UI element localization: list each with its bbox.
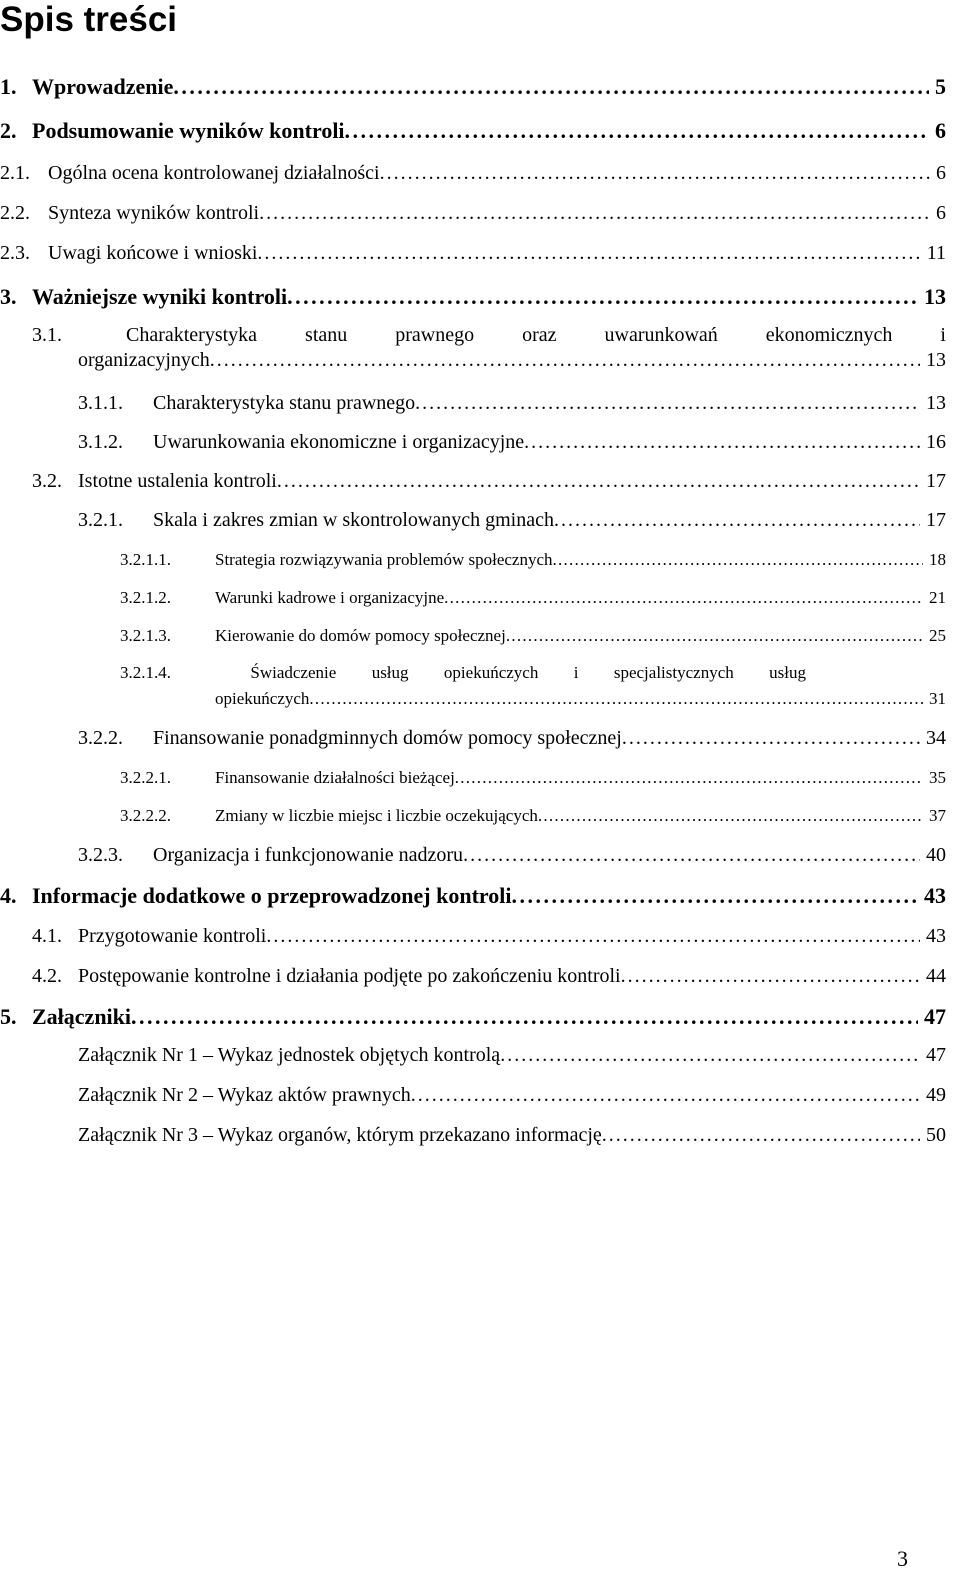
toc-entry[interactable] <box>120 588 946 608</box>
page-number: 3 <box>897 1546 908 1571</box>
toc-page-number: 31 <box>929 689 946 708</box>
dot-leader <box>380 162 930 185</box>
toc-number: 3.2.2. <box>78 727 123 749</box>
toc-page-number: 11 <box>926 242 946 264</box>
toc-title: Podsumowanie wyników kontroli <box>32 118 345 143</box>
toc-page-number: 13 <box>926 349 946 371</box>
toc-entry[interactable] <box>78 1124 946 1147</box>
toc-title: Uwarunkowania ekonomiczne i organizacyjne <box>153 431 525 453</box>
toc-title: Ogólna ocena kontrolowanej działalności <box>48 162 380 184</box>
toc-page-number: 49 <box>926 1084 946 1106</box>
toc-title-word: i <box>940 324 946 346</box>
toc-entry[interactable] <box>0 883 946 909</box>
toc-title: Finansowanie działalności bieżącej <box>215 768 455 787</box>
toc-page-number: 17 <box>926 509 946 531</box>
toc-page-number: 5 <box>935 74 946 99</box>
toc-title: Istotne ustalenia kontroli <box>78 470 277 492</box>
toc-title-word: ekonomicznych <box>765 324 893 346</box>
toc-page-number: 17 <box>926 470 946 492</box>
toc-title: Załącznik Nr 1 – Wykaz jednostek objętych kontrolą <box>78 1044 501 1066</box>
toc-entry[interactable] <box>0 1004 946 1030</box>
toc-title-word: stanu <box>305 324 348 346</box>
toc-page-number: 18 <box>929 550 946 569</box>
toc-title: Informacje dodatkowe o przeprowadzonej kontroli <box>32 883 512 908</box>
toc-entry[interactable] <box>32 324 946 372</box>
dot-leader <box>506 626 923 646</box>
toc-title: Skala i zakres zmian w skontrolowanych gminach <box>153 509 554 531</box>
toc-number: 2.1. <box>0 162 30 184</box>
toc-entry[interactable] <box>0 284 946 310</box>
toc-entry[interactable] <box>120 626 946 646</box>
dot-leader <box>455 768 923 788</box>
dot-leader <box>259 202 930 225</box>
toc-number: 3.2. <box>32 470 62 492</box>
dot-leader <box>554 509 920 532</box>
toc-page-number: 43 <box>926 925 946 947</box>
dot-leader <box>131 1004 918 1030</box>
dot-leader <box>277 470 920 493</box>
toc-number: 3. <box>0 284 17 309</box>
toc-title: Załącznik Nr 3 – Wykaz organów, którym przekazano informację <box>78 1124 602 1146</box>
toc-entry[interactable] <box>78 431 946 454</box>
toc-entry[interactable] <box>0 202 946 225</box>
dot-leader <box>622 727 920 750</box>
toc-entry[interactable] <box>78 727 946 750</box>
dot-leader <box>266 925 920 948</box>
toc-entry[interactable] <box>78 1084 946 1107</box>
toc-entry[interactable] <box>32 965 946 988</box>
toc-entry[interactable] <box>78 392 946 415</box>
toc-number: 3.2.2.1. <box>120 768 171 787</box>
toc-title: Synteza wyników kontroli <box>48 202 260 224</box>
toc-number: 2.2. <box>0 202 30 224</box>
toc-number: 3.2.1. <box>78 509 123 531</box>
toc-title-word: Charakterystyka <box>125 324 258 346</box>
dot-leader <box>309 689 923 709</box>
dot-leader <box>173 74 929 100</box>
toc-number: 3.2.2.2. <box>120 806 171 825</box>
toc-page-number: 43 <box>924 883 946 908</box>
toc-number: 4.2. <box>32 965 62 987</box>
toc-entry[interactable] <box>78 509 946 532</box>
toc-title-word: uwarunkowań <box>604 324 718 346</box>
dot-leader <box>257 242 920 265</box>
toc-entry[interactable] <box>120 768 946 788</box>
toc-number: 2.3. <box>0 242 30 264</box>
toc-number: 4. <box>0 883 17 908</box>
toc-page-number: 6 <box>935 118 946 143</box>
toc-title-line-1 <box>120 663 806 683</box>
toc-title-word: specjalistycznych <box>613 663 734 682</box>
dot-leader <box>500 1044 920 1067</box>
dot-leader <box>602 1124 920 1147</box>
toc-title: Uwagi końcowe i wnioski <box>48 242 258 264</box>
toc-title-word: opiekuńczych <box>443 663 539 682</box>
toc-entry[interactable] <box>0 74 946 100</box>
toc-number: 5. <box>0 1004 17 1029</box>
toc-entry[interactable] <box>120 806 946 826</box>
dot-leader <box>411 1084 920 1107</box>
toc-title-word: oraz <box>522 324 557 346</box>
toc-title: Przygotowanie kontroli <box>78 925 267 947</box>
toc-title: Wprowadzenie <box>32 74 174 99</box>
toc-page-number: 13 <box>924 284 946 309</box>
toc-title: Organizacja i funkcjonowanie nadzoru <box>153 844 464 866</box>
toc-title: Strategia rozwiązywania problemów społecznych <box>215 550 553 569</box>
toc-page-number: 34 <box>926 727 946 749</box>
toc-title-word: Świadczenie <box>250 663 337 682</box>
toc-title-word: i <box>573 663 579 682</box>
toc-page-number: 35 <box>929 768 946 787</box>
toc-entry[interactable] <box>120 550 946 570</box>
toc-title: Załączniki <box>32 1004 132 1029</box>
toc-title-line-1 <box>32 324 946 347</box>
toc-number: 3.1.1. <box>78 392 123 414</box>
toc-number: 3.2.1.3. <box>120 626 171 645</box>
toc-entry[interactable] <box>0 118 946 144</box>
dot-leader <box>621 965 920 988</box>
dot-leader <box>538 806 923 826</box>
toc-number: 3.2.1.2. <box>120 588 171 607</box>
toc-title: Ważniejsze wyniki kontroli <box>32 284 288 309</box>
toc-title-line-2 <box>32 349 946 372</box>
toc-page-number: 37 <box>929 806 946 825</box>
toc-number: 1. <box>0 74 17 99</box>
toc-number: 3.1. <box>32 324 62 346</box>
toc-page-number: 44 <box>926 965 946 987</box>
toc-title: Postępowanie kontrolne i działania podjęte po zakończeniu kontroli <box>78 965 621 987</box>
toc-title: Finansowanie ponadgminnych domów pomocy społecznej <box>153 727 622 749</box>
toc-title-word: prawnego <box>395 324 475 346</box>
toc-page-number: 40 <box>926 844 946 866</box>
dot-leader <box>287 284 918 310</box>
toc-title: Charakterystyka stanu prawnego <box>153 392 416 414</box>
toc-entry[interactable] <box>0 242 946 265</box>
toc-entry[interactable] <box>78 844 946 867</box>
toc-number: 3.2.1.1. <box>120 550 171 569</box>
toc-entry[interactable] <box>120 663 806 683</box>
toc-number: 4.1. <box>32 925 62 947</box>
toc-title: Kierowanie do domów pomocy społecznej <box>215 626 506 645</box>
dot-leader <box>512 883 919 909</box>
toc-page-number: 25 <box>929 626 946 645</box>
toc-page-number: 47 <box>924 1004 946 1029</box>
dot-leader <box>463 844 920 867</box>
page-title: Spis treści <box>0 0 178 39</box>
toc-title: opiekuńczych <box>215 689 310 708</box>
toc-title: Załącznik Nr 2 – Wykaz aktów prawnych <box>78 1084 411 1106</box>
toc-number: 2. <box>0 118 17 143</box>
toc-page-number: 50 <box>926 1124 946 1146</box>
dot-leader <box>553 550 923 570</box>
dot-leader <box>524 431 920 454</box>
toc-page-number: 21 <box>929 588 946 607</box>
dot-leader <box>415 392 920 415</box>
toc-title: organizacyjnych <box>78 349 210 371</box>
toc-entry[interactable] <box>78 1044 946 1067</box>
toc-page-number: 6 <box>936 202 946 224</box>
toc-title: Zmiany w liczbie miejsc i liczbie oczekujących <box>215 806 538 825</box>
toc-title-word: usług <box>769 663 806 682</box>
toc-number: 3.2.3. <box>78 844 123 866</box>
toc-page-number: 16 <box>926 431 946 453</box>
toc-entry[interactable] <box>32 470 946 493</box>
toc-page-number: 13 <box>926 392 946 414</box>
dot-leader <box>444 588 923 608</box>
toc-entry-continuation[interactable] <box>215 689 946 709</box>
toc-entry[interactable] <box>32 925 946 948</box>
dot-leader <box>210 349 920 372</box>
toc-title: Warunki kadrowe i organizacyjne <box>215 588 445 607</box>
toc-page-number: 6 <box>936 162 946 184</box>
toc-number: 3.2.1.4. <box>120 663 171 682</box>
toc-title-word: usług <box>371 663 409 682</box>
dot-leader <box>345 118 929 144</box>
toc-entry[interactable] <box>0 162 946 185</box>
toc-number: 3.1.2. <box>78 431 123 453</box>
toc-page-number: 47 <box>926 1044 946 1066</box>
